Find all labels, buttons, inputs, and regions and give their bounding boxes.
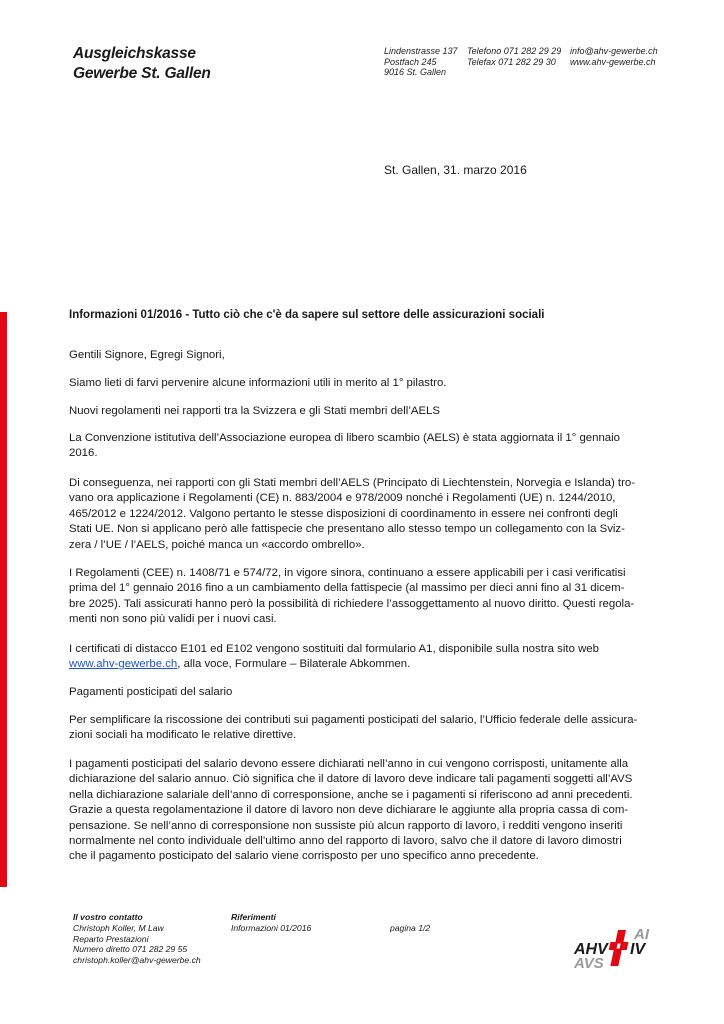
header-phones <box>467 46 561 67</box>
red-margin-bar <box>0 312 7 887</box>
paragraph <box>69 566 665 628</box>
logo-avs-text: AVS <box>574 955 604 972</box>
text-span: , alla voce, Formulare – Bilaterale Abkommen. <box>177 658 411 671</box>
email-link[interactable]: info@ahv-gewerbe.ch <box>570 46 658 56</box>
text-line: La Convenzione istitutiva dell’Associazione europea di libero scambio (AELS) è stata aggiornata il 1° gennaio <box>69 432 620 444</box>
paragraph <box>69 642 665 673</box>
text-line: I certificati di distacco E101 ed E102 vengono sostituiti dal formulario A1, disponibile sulla nostra sito web <box>69 643 599 655</box>
website-link[interactable]: www.ahv-gewerbe.ch <box>570 56 656 67</box>
intro-paragraph: Siamo lieti di farvi pervenire alcune informazioni utili in merito al 1° pilastro. <box>69 377 447 389</box>
footer-reference <box>231 912 311 934</box>
logo-ahv-text: AHV <box>574 941 608 958</box>
text-line: Grazie a questa regolamentazione il datore di lavoro non deve dichiarare le aggiunte alla propria cassa di com- <box>69 804 629 817</box>
address-line: Postfach 245 <box>384 56 437 67</box>
text-line: 2016. <box>69 447 98 460</box>
header-web <box>570 46 658 67</box>
text-line: Di conseguenza, nei rapporti con gli Stati membri dell’AELS (Principato di Liechtenstein, Norvegia e Islanda) tro- <box>69 477 636 489</box>
text-line: I pagamenti posticipati del salario devono essere dichiarati nell’anno in cui vengono corrisposti, unitamente alla <box>69 758 629 770</box>
text-line: Stati UE. Non si applicano però alle fattispecie che presentano allo stesso tempo un collegamento con la Sviz- <box>69 523 625 536</box>
paragraph <box>69 713 665 744</box>
phone-line: Telefono 071 282 29 29 <box>467 46 562 56</box>
org-name-line2: Gewerbe St. Gallen <box>73 65 211 82</box>
text-line: pensazione. Se nell’anno di corresponsione non sussiste più alcun rapporto di lavoro, i redditi vengono inseriti <box>69 819 623 832</box>
contact-line: Numero diretto 071 282 29 55 <box>73 944 188 955</box>
text-line: bre 2025). Tali assicurati hanno però la possibilità di richiedere l’assoggettamento al nuovo diritto. Questi regola- <box>69 597 635 610</box>
paragraph <box>69 431 665 462</box>
contact-title: Il vostro contatto <box>73 912 143 922</box>
org-name-line1: Ausgleichskasse <box>73 45 196 62</box>
salutation: Gentili Signore, Egregi Signori, <box>69 349 225 361</box>
organization-name <box>73 44 211 84</box>
section-heading-aels: Nuovi regolamenti nei rapporti tra la Svizzera e gli Stati membri dell’AELS <box>69 405 440 417</box>
website-link[interactable]: www.ahv-gewerbe.ch <box>69 658 178 671</box>
text-line: dichiarazione del salario annuo. Ciò significa che il datore di lavoro deve indicare tali pagamenti soggetti all’AVS <box>69 773 633 786</box>
address-line: 9016 St. Gallen <box>384 67 447 77</box>
section-heading-salary: Pagamenti posticipati del salario <box>69 686 233 698</box>
contact-line: Reparto Prestazioni <box>73 933 149 944</box>
logo-graphic <box>572 924 654 972</box>
reference-value: Informazioni 01/2016 <box>231 922 312 933</box>
footer-contact <box>73 912 201 966</box>
contact-line: Christoph Koller, M Law <box>73 922 164 933</box>
letter-subject: Informazioni 01/2016 - Tutto ciò che c'è da sapere sul settore delle assicurazioni sociali <box>69 309 545 321</box>
text-line: vano ora applicazione i Regolamenti (CE) n. 883/2004 e 978/2009 nonché i Regolamenti (UE) n. 1244/2010, <box>69 492 616 505</box>
text-line: I Regolamenti (CEE) n. 1408/71 e 574/72, in vigore sinora, continuano a essere applicabili per i casi verificatisi <box>69 567 626 579</box>
logo-swiss-cross <box>605 930 631 966</box>
paragraph <box>69 757 665 865</box>
text-line: prima del 1° gennaio 2016 fino a un cambiamento della fattispecie (al massimo per dieci anni fino al 31 dicem- <box>69 582 625 595</box>
text-line: menti non sono più validi per i nuovi casi. <box>69 613 277 626</box>
address-line: Lindenstrasse 137 <box>384 46 458 56</box>
text-line: Per semplificare la riscossione dei contributi sui pagamenti posticipati del salario, l’Ufficio federale delle assicura- <box>69 714 638 726</box>
text-line: normalmente nel conto individuale dell’ultimo anno del rapporto di lavoro, salvo che il datore di lavoro dimostri <box>69 835 622 848</box>
contact-email[interactable]: christoph.koller@ahv-gewerbe.ch <box>73 955 201 966</box>
reference-title: Riferimenti <box>231 912 276 922</box>
text-line: che il pagamento posticipato del salario viene corrisposto per uno specifico anno precedente. <box>69 850 539 863</box>
ahv-iv-logo <box>572 924 654 972</box>
header-address <box>384 46 458 78</box>
logo-iv-text: IV <box>630 941 646 958</box>
fax-line: Telefax 071 282 29 30 <box>467 56 556 67</box>
paragraph <box>69 476 665 553</box>
text-line: zera / l’UE / l’AELS, poiché manca un «accordo ombrello». <box>69 538 365 551</box>
text-line <box>69 657 665 672</box>
letter-date: St. Gallen, 31. marzo 2016 <box>384 163 527 177</box>
text-line: zioni sociali ha modificato le relative direttive. <box>69 729 297 742</box>
logo-ai-text: AI <box>634 926 649 943</box>
text-line: nella dichiarazione salariale dell’anno di corresponsione, anche se i pagamenti si riferiscono ad anni precedenti. <box>69 788 633 801</box>
page-number: pagina 1/2 <box>390 923 431 933</box>
text-line: 465/2012 e 1224/2012. Valgono pertanto le stesse disposizioni di coordinamento in essere nei confronti degli <box>69 507 618 520</box>
